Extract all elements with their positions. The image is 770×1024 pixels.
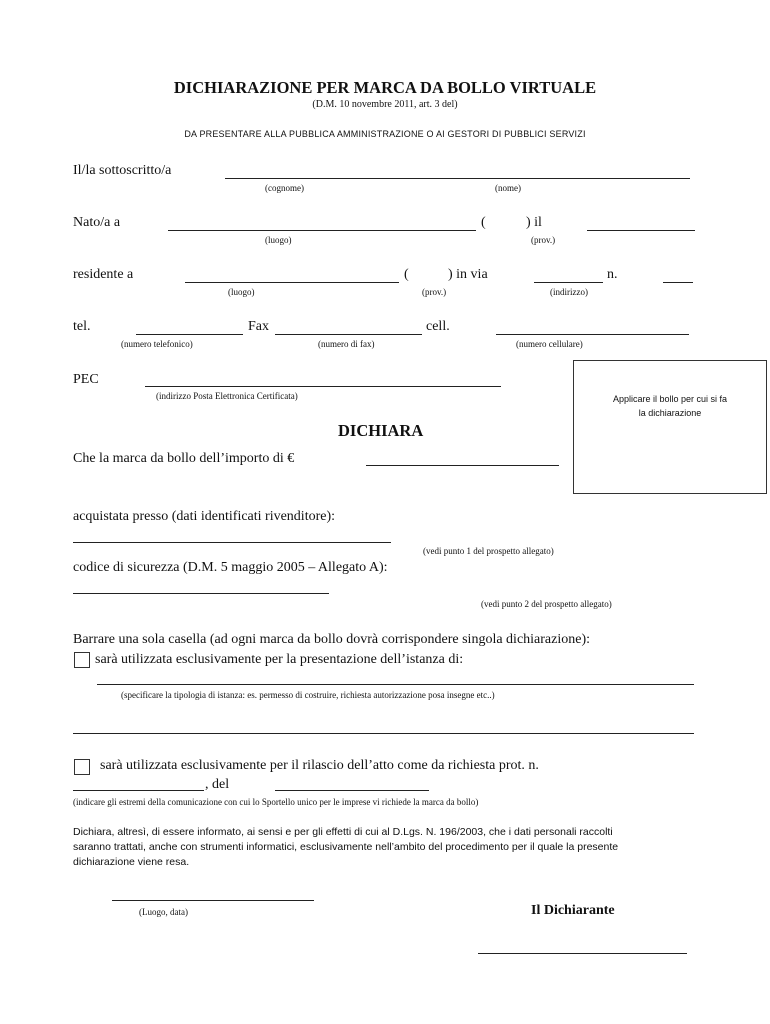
- form-title: DICHIARAZIONE PER MARCA DA BOLLO VIRTUALE: [173, 78, 597, 97]
- firma-field[interactable]: [478, 953, 687, 954]
- codice-hint: (vedi punto 2 del prospetto allegato): [481, 599, 612, 609]
- acquistata-label: acquistata presso (dati identificati rivenditore):: [73, 509, 336, 524]
- cell-hint: (numero cellulare): [516, 339, 583, 349]
- nascita-prov-hint: (prov.): [531, 235, 556, 245]
- privacy-line3: dichiarazione viene resa.: [73, 856, 190, 868]
- importo-field[interactable]: [366, 465, 559, 466]
- importo-label: Che la marca da bollo dell’importo di €: [73, 451, 295, 466]
- residenza-prov-hint: (prov.): [422, 287, 447, 297]
- privacy-line2: saranno trattati, anche con strumenti informatici, esclusivamente nell’ambito del procedimento per il quale la presente: [73, 841, 619, 853]
- residenza-luogo-hint: (luogo): [228, 287, 255, 297]
- opzioni-intro: Barrare una sola casella (ad ogni marca da bollo dovrà corrispondere singola dichiarazione):: [73, 632, 591, 647]
- codice-label: codice di sicurezza (D.M. 5 maggio 2005 – Allegato A):: [73, 560, 388, 575]
- dichiarante-label: Il Dichiarante: [531, 903, 615, 918]
- opzione1-hint: (specificare la tipologia di istanza: es. permesso di costruire, richiesta autorizzazione posa insegne etc..): [121, 690, 495, 700]
- opzione1-field[interactable]: [97, 684, 694, 685]
- residenza-via-field[interactable]: [534, 282, 603, 283]
- form-subtitle: (D.M. 10 novembre 2011, art. 3 del): [312, 99, 458, 110]
- prot-data-field[interactable]: [275, 790, 429, 791]
- codice-field[interactable]: [73, 593, 329, 594]
- nascita-prov-field[interactable]: [490, 230, 524, 231]
- fax-field[interactable]: [275, 334, 422, 335]
- residenza-label: residente a: [73, 267, 134, 282]
- fax-label: Fax: [248, 319, 269, 334]
- residenza-n-label: n.: [607, 267, 618, 282]
- tel-field[interactable]: [136, 334, 243, 335]
- residenza-via-label: ) in via: [448, 267, 488, 282]
- residenza-indirizzo-hint: (indirizzo): [550, 287, 588, 297]
- opzione2-checkbox[interactable]: [74, 759, 90, 775]
- opzione2-hint: (indicare gli estremi della comunicazione con cui lo Sportello unico per le imprese vi richiede la marca da bollo): [73, 797, 479, 807]
- cognome-hint: (cognome): [265, 183, 304, 193]
- opzione1-label: sarà utilizzata esclusivamente per la presentazione dell’istanza di:: [95, 652, 464, 667]
- fax-hint: (numero di fax): [318, 339, 375, 349]
- nascita-label: Nato/a a: [73, 215, 121, 230]
- cell-label: cell.: [426, 319, 450, 334]
- acquistata-hint: (vedi punto 1 del prospetto allegato): [423, 546, 554, 556]
- del-label: , del: [205, 777, 230, 792]
- pec-field[interactable]: [145, 386, 501, 387]
- stamp-box-line1: Applicare il bollo per cui si fa: [612, 394, 728, 404]
- prot-numero-field[interactable]: [73, 790, 204, 791]
- opzione2-label: sarà utilizzata esclusivamente per il rilascio dell’atto come da richiesta prot. n.: [100, 758, 539, 773]
- residenza-numero-field[interactable]: [663, 282, 693, 283]
- tel-label: tel.: [73, 319, 91, 334]
- dichiara-heading: DICHIARA: [338, 421, 424, 440]
- residenza-paren-open: (: [404, 267, 409, 282]
- tel-hint: (numero telefonico): [121, 339, 193, 349]
- nascita-paren-open: (: [481, 215, 486, 230]
- luogo-data-field[interactable]: [112, 900, 314, 901]
- luogo-data-hint: (Luogo, data): [139, 907, 188, 917]
- privacy-line1: Dichiara, altresì, di essere informato, ai sensi e per gli effetti di cui al D.Lgs. N. 196/2003, che i dati personali raccolti: [73, 826, 613, 838]
- nascita-luogo-hint: (luogo): [265, 235, 292, 245]
- marca-bollo-box: [573, 360, 767, 494]
- nascita-data-field[interactable]: [587, 230, 695, 231]
- cell-field[interactable]: [496, 334, 689, 335]
- nascita-il-label: ) il: [526, 215, 542, 230]
- sottoscritto-label: Il/la sottoscritto/a: [73, 163, 172, 178]
- acquistata-field[interactable]: [73, 542, 391, 543]
- nome-hint: (nome): [495, 183, 521, 193]
- opzione1-field-extra[interactable]: [73, 733, 694, 734]
- form-notice: DA PRESENTARE ALLA PUBBLICA AMMINISTRAZIONE O AI GESTORI DI PUBBLICI SERVIZI: [184, 129, 586, 139]
- sottoscritto-field[interactable]: [225, 178, 690, 179]
- stamp-box-line2: la dichiarazione: [638, 408, 702, 418]
- opzione1-checkbox[interactable]: [74, 652, 90, 668]
- pec-hint: (indirizzo Posta Elettronica Certificata): [156, 391, 298, 401]
- pec-label: PEC: [73, 372, 99, 387]
- residenza-luogo-field[interactable]: [185, 282, 399, 283]
- nascita-luogo-field[interactable]: [168, 230, 476, 231]
